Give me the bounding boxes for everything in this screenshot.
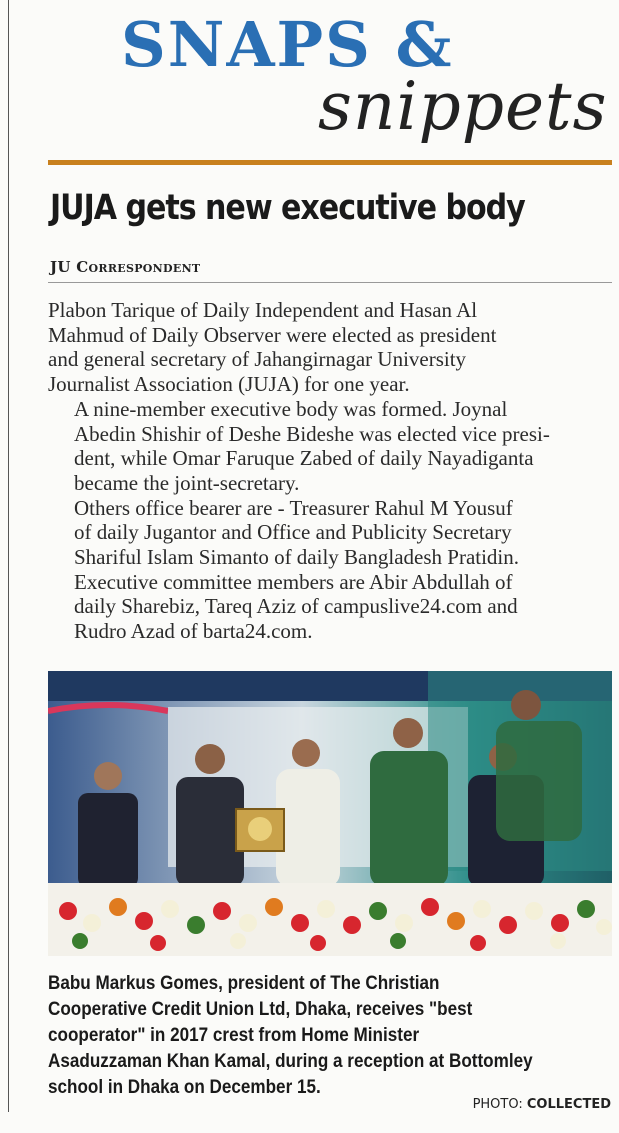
article-byline: JU Correspondent — [50, 258, 201, 276]
text-line: Shariful Islam Simanto of daily Bangladesh Pratidin. — [74, 545, 520, 570]
masthead-snippets: snippets — [318, 68, 608, 145]
paragraph-1 — [48, 298, 618, 397]
article-headline: JUJA gets new executive body — [50, 188, 525, 228]
text-line: daily Sharebiz, Tareq Aziz of campuslive24.com and — [74, 594, 518, 619]
text-line: Abedin Shishir of Deshe Bideshe was elected vice presi- — [74, 421, 550, 446]
text-line: and general secretary of Jahangirnagar University — [48, 347, 467, 372]
photo-illustration — [48, 671, 612, 956]
paragraph-3 — [48, 496, 618, 644]
caption-line: Cooperative Credit Union Ltd, Dhaka, receives "best — [48, 999, 473, 1020]
photo-credit — [473, 1097, 611, 1112]
article-body — [48, 298, 618, 644]
text-line: Plabon Tarique of Daily Independent and Hasan Al — [48, 298, 478, 322]
masthead-rule — [48, 160, 612, 165]
caption-line: Babu Markus Gomes, president of The Christian — [48, 973, 440, 994]
text-line: Mahmud of Daily Observer were elected as president — [48, 322, 497, 347]
text-line: A nine-member executive body was formed. Joynal — [74, 396, 508, 421]
text-line: Rudro Azad of barta24.com. — [74, 619, 313, 644]
byline-rule — [48, 282, 612, 283]
text-line: Journalist Association (JUJA) for one year. — [48, 372, 410, 397]
paragraph-2 — [48, 397, 618, 496]
section-masthead — [0, 0, 619, 170]
text-line: dent, while Omar Faruque Zabed of daily Nayadiganta — [74, 446, 534, 471]
credit-label: PHOTO: — [472, 1097, 523, 1112]
caption-line: Asaduzzaman Khan Kamal, during a reception at Bottomley — [48, 1051, 533, 1072]
photo-caption — [48, 971, 533, 1101]
text-line: of daily Jugantor and Office and Publicity Secretary — [74, 520, 512, 545]
credit-value: COLLECTED — [526, 1097, 611, 1112]
news-photo — [48, 671, 612, 956]
masthead-snaps: SNAPS & — [121, 8, 454, 81]
caption-line: school in Dhaka on December 15. — [48, 1077, 321, 1098]
text-line: Executive committee members are Abir Abdullah of — [74, 569, 513, 594]
text-line: Others office bearer are - Treasurer Rahul M Yousuf — [74, 495, 513, 520]
caption-line: cooperator" in 2017 crest from Home Minister — [48, 1025, 420, 1046]
text-line: became the joint-secretary. — [74, 470, 300, 495]
